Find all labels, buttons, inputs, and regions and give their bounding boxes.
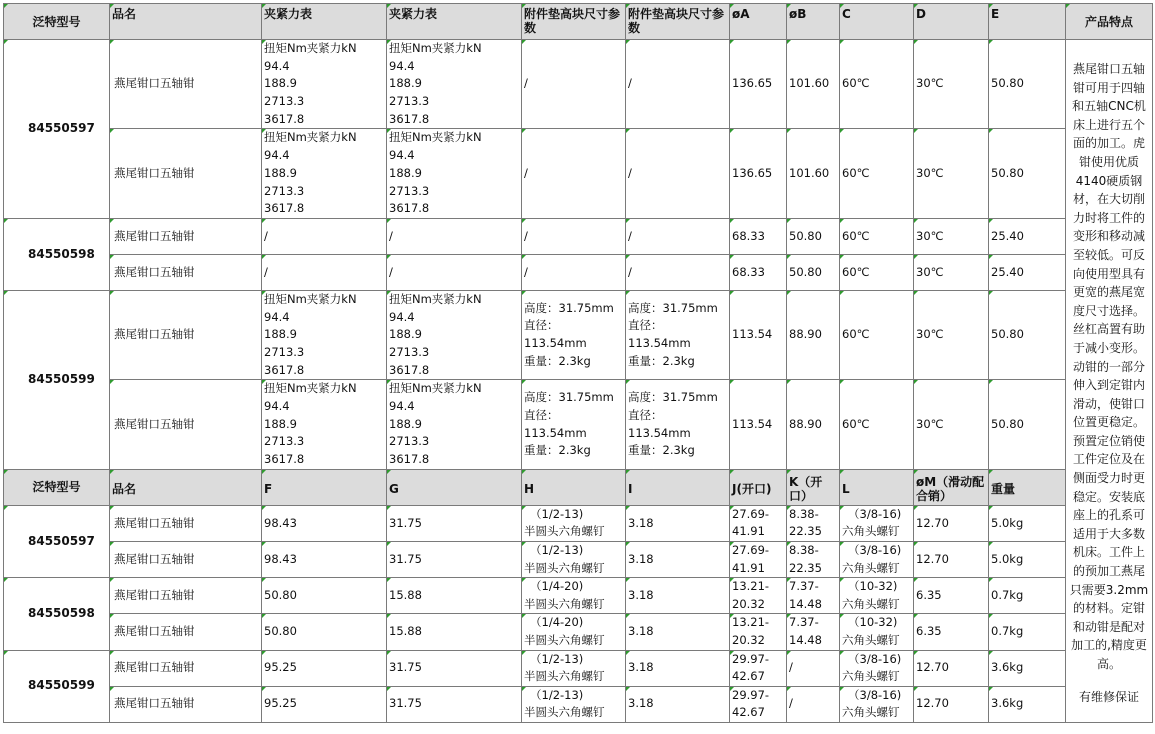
cell-line: 41.91 [732,560,765,575]
features-text: 燕尾钳口五轴钳可用于四轴和五轴CNC机床上进行五个面的加工。虎钳使用优质4140硬质钢材，在大切削力时将工件的变形和移动减至较低。可反向使用型具有更宽的燕尾宽度尺寸选择。丝杠高置有助于减小变形。动钳的一部分伸入到定钳内滑动，使钳口位置更稳定。预置定位销使工件定位及在侧面受力时更稳定。安装底座上的孔系可适用于大多数机床。工件上的预加工燕尾只需要3.2mm的材料。定钳和动钳是配对加工的,精度更高。 [1069,62,1149,671]
value-k [787,541,840,577]
column-header: 夹紧力表 [387,4,522,40]
value-c: 60℃ [840,218,914,254]
cell-line: 重量：2.3kg [524,353,591,368]
value-k [787,505,840,541]
cell-line: 7.37- [789,615,819,630]
value-f: 50.80 [262,614,387,650]
cell-line: 直径： [628,407,663,422]
value-k [787,614,840,650]
cell-line: （10-32) [848,615,898,630]
value-f: 98.43 [262,505,387,541]
cell-line: （3/8-16) [848,542,902,557]
cell-line: 2713.3 [264,183,305,198]
value-i: 3.18 [626,505,730,541]
value-m: 12.70 [914,686,989,722]
value-j [730,686,787,722]
value-i: 3.18 [626,578,730,614]
table-row [4,614,1153,650]
block-cell: / [626,218,730,254]
cell-line: 半圆头六角螺钉 [524,560,605,575]
value-c: 60℃ [840,254,914,290]
product-name: 燕尾钳口五轴钳 [110,686,262,722]
column-header: K（开口） [787,469,840,505]
value-g: 15.88 [387,578,522,614]
cell-line: （3/8-16) [848,651,902,666]
block-cell [626,380,730,469]
value-d: 30℃ [914,254,989,290]
cell-line: 188.9 [389,165,422,180]
column-header: 泛特型号 [4,4,110,40]
cell-line: 重量：2.3kg [524,443,591,458]
value-l [840,650,914,686]
column-header: øA [730,4,787,40]
value-b: 101.60 [787,40,840,129]
cell-line: 27.69- [732,542,770,557]
clamp-cell: / [387,218,522,254]
cell-line: 扭矩Nm夹紧力kN [389,130,482,145]
value-m: 6.35 [914,578,989,614]
column-header: I [626,469,730,505]
column-header: D [914,4,989,40]
cell-line: 20.32 [732,596,765,611]
block-cell: / [626,129,730,218]
value-m: 12.70 [914,505,989,541]
cell-line: 3617.8 [264,362,305,377]
column-header: C [840,4,914,40]
value-l [840,686,914,722]
clamp-cell [387,129,522,218]
cell-line: 重量：2.3kg [628,353,695,368]
clamp-cell: / [262,254,387,290]
cell-line: 188.9 [389,327,422,342]
cell-line: 扭矩Nm夹紧力kN [264,41,357,55]
value-weight: 5.0kg [989,505,1066,541]
value-j [730,614,787,650]
cell-line: （3/8-16) [848,687,902,702]
value-d: 30℃ [914,290,989,379]
value-h [522,686,626,722]
value-l [840,614,914,650]
value-l [840,505,914,541]
model-number: 84550598 [4,578,110,650]
value-h [522,578,626,614]
product-name: 燕尾钳口五轴钳 [110,578,262,614]
value-b: 101.60 [787,129,840,218]
cell-line: 113.54mm [628,425,691,440]
value-m: 6.35 [914,614,989,650]
value-h [522,541,626,577]
cell-line: 3617.8 [389,362,430,377]
value-m: 12.70 [914,541,989,577]
cell-line: 188.9 [264,165,297,180]
value-i: 3.18 [626,686,730,722]
product-name: 燕尾钳口五轴钳 [110,541,262,577]
cell-line: 27.69- [732,506,770,521]
column-header: 夹紧力表 [262,4,387,40]
cell-line: 扭矩Nm夹紧力kN [264,381,357,396]
block-cell [522,380,626,469]
clamp-cell [387,380,522,469]
product-name: 燕尾钳口五轴钳 [110,380,262,469]
value-b: 50.80 [787,254,840,290]
product-name: 燕尾钳口五轴钳 [110,505,262,541]
block-cell: / [626,40,730,129]
cell-line: 半圆头六角螺钉 [524,632,605,647]
product-name: 燕尾钳口五轴钳 [110,218,262,254]
cell-line: 六角头螺钉 [842,632,900,647]
value-h [522,650,626,686]
value-a: 113.54 [730,380,787,469]
value-c: 60℃ [840,380,914,469]
cell-line: 扭矩Nm夹紧力kN [389,381,482,396]
clamp-cell [262,129,387,218]
value-e: 25.40 [989,218,1066,254]
clamp-cell [262,380,387,469]
cell-line: 3617.8 [264,111,305,126]
product-name: 燕尾钳口五轴钳 [110,254,262,290]
table-row [4,686,1153,722]
cell-line: （1/2-13) [530,651,584,666]
cell-line: 8.38- [789,542,819,557]
value-i: 3.18 [626,614,730,650]
value-a: 113.54 [730,290,787,379]
column-header: H [522,469,626,505]
cell-line: 半圆头六角螺钉 [524,705,605,720]
clamp-cell: / [262,218,387,254]
value-k [787,650,840,686]
value-j [730,505,787,541]
cell-line: 14.48 [789,632,822,647]
cell-line: 94.4 [389,399,415,413]
block-cell: / [522,218,626,254]
product-features [1066,40,1153,723]
column-header: 品名 [110,469,262,505]
cell-line: 直径： [524,318,559,333]
value-b: 88.90 [787,380,840,469]
features-note: 有维修保证 [1078,689,1139,704]
cell-line: 半圆头六角螺钉 [524,524,605,539]
table-row [4,218,1153,254]
value-j [730,578,787,614]
column-header: 产品特点 [1066,4,1153,40]
clamp-cell [387,290,522,379]
value-g: 31.75 [387,505,522,541]
value-e: 50.80 [989,290,1066,379]
cell-line: 2713.3 [264,344,305,359]
cell-line: 3617.8 [389,201,430,216]
cell-line: 94.4 [389,148,415,163]
clamp-cell [262,290,387,379]
cell-line: 扭矩Nm夹紧力kN [389,41,482,55]
header-row [4,469,1153,505]
cell-line: 2713.3 [264,434,305,449]
clamp-cell [387,40,522,129]
cell-line: （1/2-13) [530,506,584,521]
value-c: 60℃ [840,40,914,129]
cell-line: 188.9 [389,76,422,91]
cell-line: 14.48 [789,596,822,611]
value-i: 3.18 [626,541,730,577]
cell-line: 94.4 [389,58,415,73]
cell-line: 29.97- [732,651,770,666]
cell-line: 六角头螺钉 [842,560,900,575]
table-row [4,650,1153,686]
table-row [4,129,1153,218]
value-weight: 3.6kg [989,686,1066,722]
cell-line: 六角头螺钉 [842,669,900,684]
block-cell: / [626,254,730,290]
column-header: J(开口) [730,469,787,505]
value-h [522,505,626,541]
cell-line: （10-32) [848,579,898,594]
value-l [840,541,914,577]
value-weight: 0.7kg [989,578,1066,614]
value-f: 95.25 [262,686,387,722]
cell-line: （1/2-13) [530,687,584,702]
cell-line: / [789,660,793,675]
cell-line: 188.9 [389,416,422,431]
cell-line: 42.67 [732,705,765,720]
block-cell [522,290,626,379]
column-header: øM（滑动配合销） [914,469,989,505]
cell-line: 188.9 [264,327,297,342]
column-header: G [387,469,522,505]
block-cell: / [522,129,626,218]
value-h [522,614,626,650]
value-l [840,578,914,614]
value-c: 60℃ [840,129,914,218]
value-e: 50.80 [989,129,1066,218]
clamp-cell: / [387,254,522,290]
value-weight: 0.7kg [989,614,1066,650]
model-number: 84550599 [4,290,110,469]
cell-line: 高度：31.75mm [524,390,614,405]
cell-line: 六角头螺钉 [842,705,900,720]
value-b: 50.80 [787,218,840,254]
cell-line: 188.9 [264,76,297,91]
product-name: 燕尾钳口五轴钳 [110,650,262,686]
value-d: 30℃ [914,129,989,218]
value-d: 30℃ [914,380,989,469]
value-b: 88.90 [787,290,840,379]
cell-line: 8.38- [789,506,819,521]
column-header: F [262,469,387,505]
block-cell: / [522,40,626,129]
cell-line: 高度：31.75mm [628,390,718,405]
cell-line: 3617.8 [389,111,430,126]
column-header: E [989,4,1066,40]
cell-line: 22.35 [789,524,822,539]
product-name: 燕尾钳口五轴钳 [110,129,262,218]
cell-line: 扭矩Nm夹紧力kN [264,291,357,306]
model-number: 84550599 [4,650,110,722]
value-m: 12.70 [914,650,989,686]
value-d: 30℃ [914,218,989,254]
spec-table [3,3,1153,723]
model-number: 84550597 [4,40,110,219]
value-c: 60℃ [840,290,914,379]
cell-line: （1/4-20) [530,615,584,630]
column-header: 附件垫高块尺寸参数 [626,4,730,40]
value-d: 30℃ [914,40,989,129]
cell-line: 41.91 [732,524,765,539]
cell-line: 六角头螺钉 [842,596,900,611]
value-k [787,578,840,614]
cell-line: 94.4 [389,309,415,324]
block-cell [626,290,730,379]
cell-line: 94.4 [264,148,290,163]
cell-line: 113.54mm [524,336,587,351]
value-e: 50.80 [989,40,1066,129]
column-header: L [840,469,914,505]
value-g: 15.88 [387,614,522,650]
cell-line: 3617.8 [264,452,305,467]
value-j [730,650,787,686]
value-weight: 3.6kg [989,650,1066,686]
value-i: 3.18 [626,650,730,686]
cell-line: 188.9 [264,416,297,431]
table-row [4,505,1153,541]
table-row [4,40,1153,129]
model-number: 84550597 [4,505,110,577]
product-name: 燕尾钳口五轴钳 [110,40,262,129]
cell-line: 半圆头六角螺钉 [524,669,605,684]
cell-line: （1/2-13) [530,542,584,557]
cell-line: 2713.3 [389,94,430,109]
cell-line: 扭矩Nm夹紧力kN [264,130,357,145]
cell-line: 重量：2.3kg [628,443,695,458]
cell-line: 2713.3 [264,94,305,109]
cell-line: 3617.8 [389,452,430,467]
value-f: 50.80 [262,578,387,614]
clamp-cell [262,40,387,129]
cell-line: 高度：31.75mm [524,300,614,315]
cell-line: 2713.3 [389,183,430,198]
cell-line: 2713.3 [389,344,430,359]
column-header: 泛特型号 [4,469,110,505]
cell-line: 直径： [628,318,663,333]
value-a: 136.65 [730,129,787,218]
cell-line: 113.54mm [628,336,691,351]
cell-line: / [789,696,793,711]
table-row [4,541,1153,577]
value-a: 68.33 [730,218,787,254]
cell-line: 7.37- [789,579,819,594]
column-header: 附件垫高块尺寸参数 [522,4,626,40]
model-number: 84550598 [4,218,110,290]
cell-line: 22.35 [789,560,822,575]
cell-line: 94.4 [264,399,290,413]
table-row [4,380,1153,469]
value-f: 95.25 [262,650,387,686]
value-k [787,686,840,722]
product-name: 燕尾钳口五轴钳 [110,290,262,379]
value-weight: 5.0kg [989,541,1066,577]
cell-line: 20.32 [732,632,765,647]
cell-line: （1/4-20) [530,579,584,594]
value-f: 98.43 [262,541,387,577]
cell-line: 六角头螺钉 [842,524,900,539]
cell-line: 2713.3 [389,434,430,449]
cell-line: （3/8-16) [848,506,902,521]
cell-line: 94.4 [264,309,290,324]
value-g: 31.75 [387,650,522,686]
value-g: 31.75 [387,541,522,577]
cell-line: 113.54mm [524,425,587,440]
cell-line: 扭矩Nm夹紧力kN [389,291,482,306]
header-row [4,4,1153,40]
value-j [730,541,787,577]
cell-line: 13.21- [732,615,770,630]
value-e: 25.40 [989,254,1066,290]
value-g: 31.75 [387,686,522,722]
table-row [4,254,1153,290]
cell-line: 42.67 [732,669,765,684]
column-header: øB [787,4,840,40]
product-name: 燕尾钳口五轴钳 [110,614,262,650]
column-header: 重量 [989,469,1066,505]
value-a: 68.33 [730,254,787,290]
cell-line: 94.4 [264,58,290,73]
value-e: 50.80 [989,380,1066,469]
cell-line: 29.97- [732,687,770,702]
column-header: 品名 [110,4,262,40]
table-row [4,290,1153,379]
cell-line: 13.21- [732,579,770,594]
block-cell: / [522,254,626,290]
value-a: 136.65 [730,40,787,129]
cell-line: 高度：31.75mm [628,300,718,315]
cell-line: 半圆头六角螺钉 [524,596,605,611]
cell-line: 直径： [524,407,559,422]
table-row [4,578,1153,614]
cell-line: 3617.8 [264,201,305,216]
